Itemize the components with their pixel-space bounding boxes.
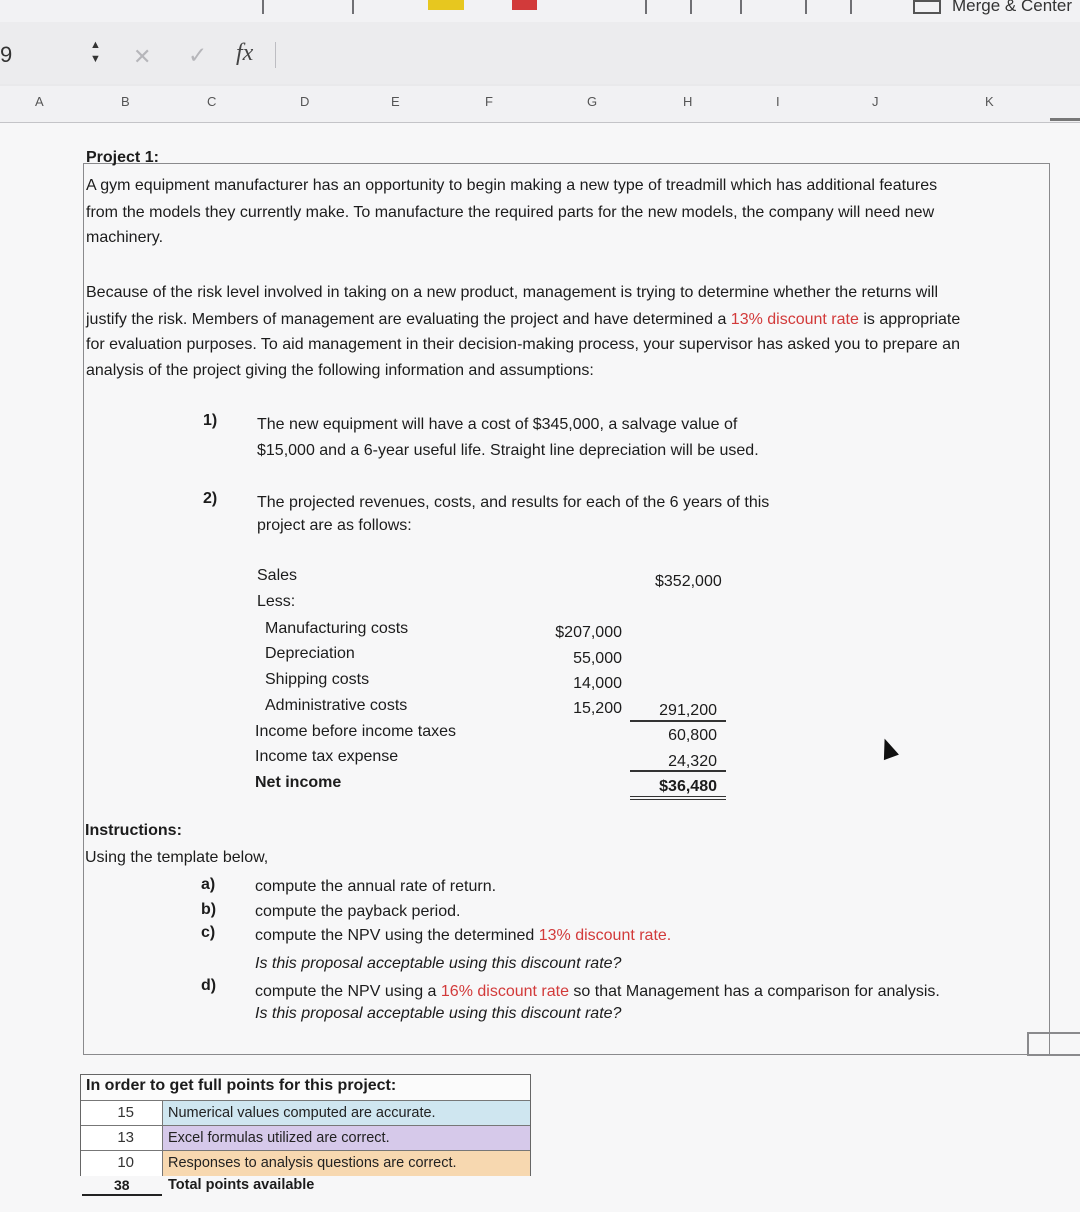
column-header-c[interactable]: C (207, 94, 217, 109)
outdent-icon[interactable] (850, 0, 852, 14)
income-before-taxes-value: 60,800 (668, 727, 717, 744)
instructions-title: Instructions: (85, 822, 182, 839)
column-header-k[interactable]: K (985, 94, 994, 109)
insert-function-button[interactable]: fx (236, 40, 254, 66)
discount-rate-16: 16% discount rate (440, 983, 569, 1000)
item-text: $15,000 and a 6-year useful life. Straight line depreciation will be used. (257, 442, 759, 459)
points-value: 15 (81, 1101, 163, 1126)
cancel-icon[interactable]: ✕ (133, 44, 152, 69)
cost-label: Shipping costs (265, 671, 370, 688)
points-value: 13 (81, 1126, 163, 1151)
cost-value: $207,000 (555, 624, 622, 641)
column-header-f[interactable]: F (485, 94, 493, 109)
points-description: Excel formulas utilized are correct. (163, 1126, 530, 1151)
instruction-text: compute the annual rate of return. (255, 878, 497, 895)
underline (630, 720, 726, 722)
paragraph-line: justify the risk. Members of management are evaluating the project and have determined a 13% discount rate is appropriate (86, 311, 961, 328)
paragraph-line: analysis of the project giving the following information and assumptions: (86, 362, 594, 379)
total-points-label: Total points available (168, 1177, 315, 1193)
font-color-icon[interactable] (512, 0, 537, 10)
column-selection-indicator (1050, 118, 1080, 121)
instructions-intro: Using the template below, (85, 849, 269, 866)
points-description: Responses to analysis questions are correct. (163, 1151, 530, 1176)
table-row[interactable] (81, 1150, 530, 1176)
indent-icon[interactable] (805, 0, 807, 14)
project-title: Project 1: (86, 149, 159, 166)
align-middle-icon[interactable] (690, 0, 692, 14)
cost-value: 15,200 (573, 700, 622, 717)
instruction-letter: c) (201, 924, 216, 941)
paragraph-line: from the models they currently make. To manufacture the required parts for the new models, the company will need new (86, 204, 935, 221)
points-value: 10 (81, 1151, 163, 1176)
align-top-icon[interactable] (645, 0, 647, 14)
net-income-label: Net income (255, 774, 342, 791)
item-number: 1) (203, 412, 218, 429)
instruction-question: Is this proposal acceptable using this discount rate? (255, 955, 622, 972)
table-row[interactable] (81, 1100, 530, 1126)
points-table (80, 1074, 531, 1176)
item-number: 2) (203, 490, 218, 507)
name-box[interactable]: 9 (0, 42, 13, 67)
total-points-value: 38 (82, 1174, 162, 1196)
item-text: project are as follows: (257, 517, 412, 534)
instruction-question: Is this proposal acceptable using this discount rate? (255, 1005, 622, 1022)
item-text: The projected revenues, costs, and results for each of the 6 years of this (257, 494, 770, 511)
discount-rate-13: 13% discount rate. (538, 927, 672, 944)
instruction-text: compute the NPV using the determined 13% discount rate. (255, 927, 672, 944)
cost-value: 55,000 (573, 650, 622, 667)
cost-label: Administrative costs (265, 697, 408, 714)
ribbon-divider (262, 0, 264, 14)
column-header-a[interactable]: A (35, 94, 44, 109)
column-headers (0, 86, 1080, 123)
cost-label: Depreciation (265, 645, 355, 662)
table-row[interactable] (81, 1125, 530, 1151)
align-bottom-icon[interactable] (740, 0, 742, 14)
enter-check-icon[interactable]: ✓ (188, 42, 208, 68)
paragraph-line: Because of the risk level involved in taking on a new product, management is trying to determine whether the returns will (86, 284, 938, 301)
column-header-b[interactable]: B (121, 94, 130, 109)
item-text: The new equipment will have a cost of $345,000, a salvage value of (257, 416, 738, 433)
income-before-taxes-label: Income before income taxes (255, 723, 456, 740)
column-header-d[interactable]: D (300, 94, 310, 109)
points-table-title: In order to get full points for this project: (86, 1077, 397, 1094)
instruction-text: compute the payback period. (255, 903, 461, 920)
paragraph-line: machinery. (86, 229, 164, 246)
merge-center-button[interactable]: Merge & Center (952, 0, 1072, 15)
cost-label: Manufacturing costs (265, 620, 409, 637)
selected-cell[interactable] (1027, 1032, 1080, 1056)
instruction-letter: a) (201, 876, 216, 893)
name-box-stepper[interactable]: ▲ ▼ (90, 39, 101, 65)
less-label: Less: (257, 593, 296, 610)
sales-value: $352,000 (655, 573, 722, 590)
paragraph-line: A gym equipment manufacturer has an opportunity to begin making a new type of treadmill which has additional features (86, 177, 938, 194)
sales-label: Sales (257, 567, 298, 584)
double-underline (630, 796, 726, 800)
discount-rate-13: 13% discount rate (730, 311, 859, 328)
points-description: Numerical values computed are accurate. (163, 1101, 530, 1126)
net-income-value: $36,480 (659, 778, 717, 795)
instruction-letter: b) (201, 901, 217, 918)
column-header-h[interactable]: H (683, 94, 693, 109)
column-header-j[interactable]: J (872, 94, 879, 109)
instruction-letter: d) (201, 977, 217, 994)
column-header-e[interactable]: E (391, 94, 400, 109)
formula-bar (0, 22, 1080, 84)
income-tax-label: Income tax expense (255, 748, 399, 765)
column-header-g[interactable]: G (587, 94, 598, 109)
total-costs-value: 291,200 (659, 702, 717, 719)
cost-value: 14,000 (573, 675, 622, 692)
instruction-text: compute the NPV using a 16% discount rate so that Management has a comparison for analysis. (255, 983, 940, 1000)
underline (630, 770, 726, 772)
paragraph-line: for evaluation purposes. To aid management in their decision-making process, your supervisor has asked you to prepare an (86, 336, 960, 353)
column-header-i[interactable]: I (776, 94, 780, 109)
fill-color-icon[interactable] (428, 0, 464, 10)
ribbon-divider (352, 0, 354, 14)
ribbon (0, 0, 1080, 23)
merge-center-icon[interactable] (913, 0, 941, 14)
formula-separator (275, 42, 276, 68)
income-tax-value: 24,320 (668, 753, 717, 770)
